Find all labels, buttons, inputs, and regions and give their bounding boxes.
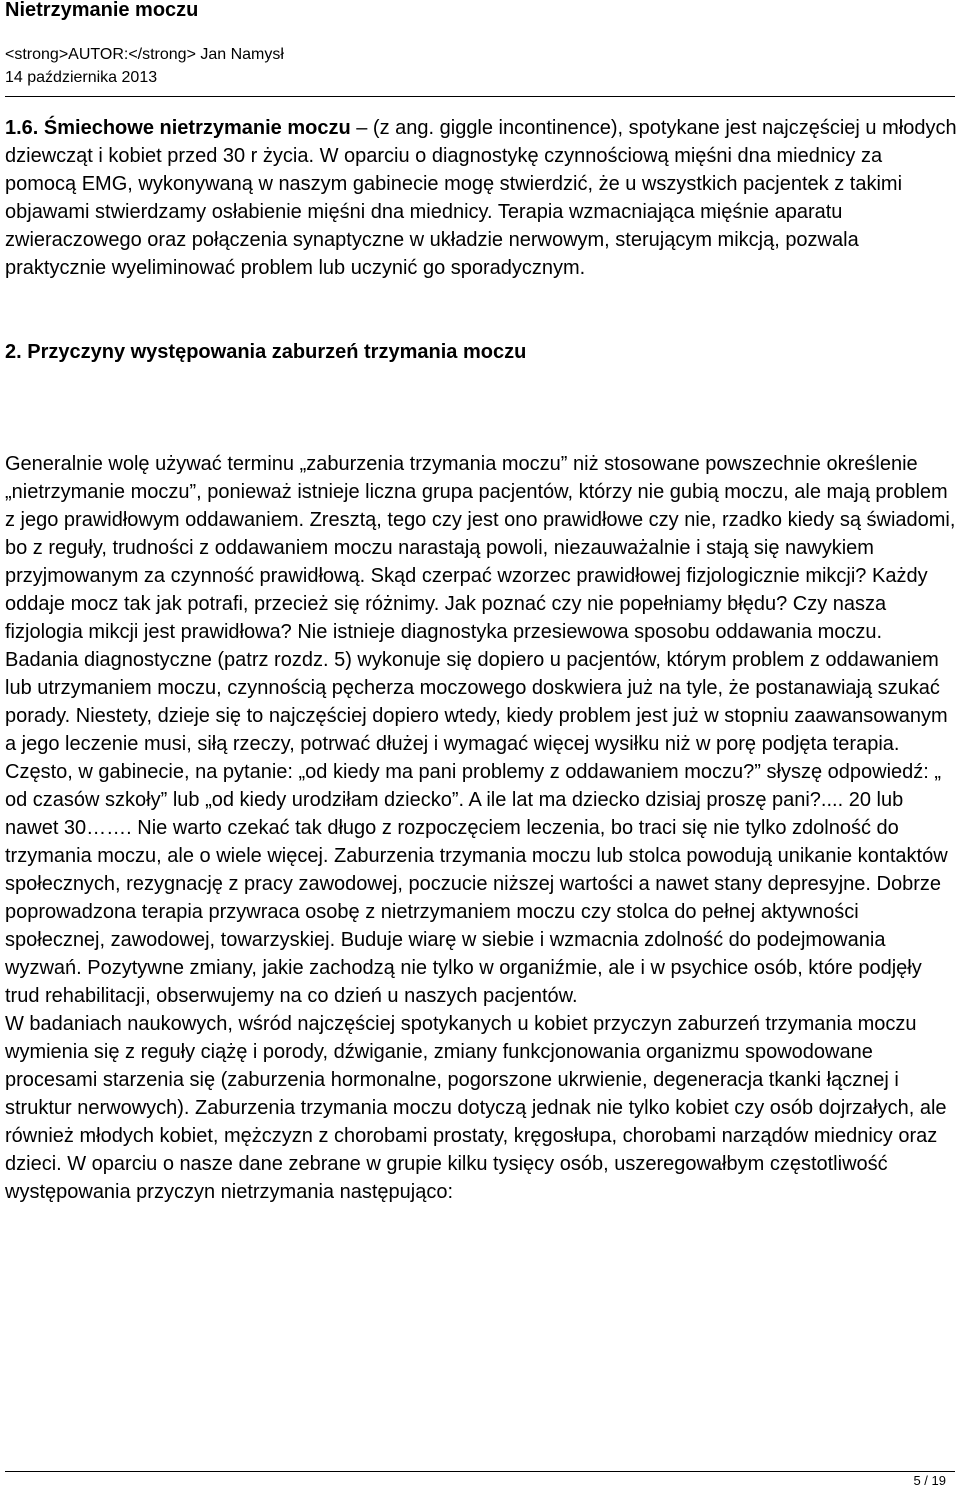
author-line: <strong>AUTOR:</strong> Jan Namysł xyxy=(5,46,284,63)
section-2-paragraph-1: Generalnie wolę używać terminu „zaburzenia trzymania moczu” niż stosowane powszechnie określenie „nietrzymanie moczu”, ponieważ istnieje liczna grupa pacjentów, którzy nie gubią moczu, ale mają problem z jego prawidłowym oddawaniem. Zresztą, tego czy jest ono prawidłowe czy nie, rzadko kiedy są świadomi, bo z reguły, trudności z oddawaniem moczu narastają powoli, niezauważalnie i stają się nawykiem przyjmowanym za czynność prawidłową. Skąd czerpać wzorzec prawidłowej fizjologicznie mikcji? Każdy oddaje mocz tak jak potrafi, przecież się różnimy. Jak poznać czy nie popełniamy błędu? Czy nasza fizjologia mikcji jest prawidłowa? Nie istnieje diagnostyka przesiewowa sposobu oddawania moczu. Badania diagnostyczne (patrz rozdz. 5) wykonuje się dopiero u pacjentów, którym problem z oddawaniem lub utrzymaniem moczu, czynnością pęcherza moczowego doskwiera już na tyle, że postanawiają szukać porady. Niestety, dzieje się to najczęściej dopiero wtedy, kiedy problem jest już w stopniu zaawansowanym a jego leczenie musi, siłą rzeczy, potrwać dłużej i wymagać więcej wysiłku niż w porę podjęta terapia. Często, w gabinecie, na pytanie: „od kiedy ma pani problemy z oddawaniem moczu?” słyszę odpowiedź: „ od czasów szkoły” lub „od kiedy urodziłam dziecko”. A ile lat ma dziecko dzisiaj proszę pani?.... 20 lub nawet 30……. Nie warto czekać tak długo z rozpoczęciem leczenia, bo traci się nie tylko zdolność do trzymania moczu, ale o wiele więcej. Zaburzenia trzymania moczu lub stolca powodują unikanie kontaktów społecznych, rezygnację z pracy zawodowej, poczucie niższej wartości a nawet stany depresyjne. Dobrze poprowadzona terapia przywraca osobę z nietrzymaniem moczu czy stolca do pełnej aktywności społecznej, zawodowej, towarzyskiej. Buduje wiarę w siebie i wzmacnia zdolność do podejmowania wyzwań. Pozytywne zmiany, jakie zachodzą nie tylko w organiźmie, ale i w psychice osób, które podjęły trud rehabilitacji, obserwujemy na co dzień u naszych pacjentów. xyxy=(5,453,956,1007)
document-title: Nietrzymanie moczu xyxy=(5,0,199,21)
page-number: 5 / 19 xyxy=(913,1473,946,1488)
section-1-6-paragraph xyxy=(5,114,957,282)
publication-date: 14 października 2013 xyxy=(5,69,158,86)
header-divider xyxy=(5,96,955,97)
section-2-heading: 2. Przyczyny występowania zaburzeń trzymania moczu xyxy=(5,341,527,363)
section-2-paragraph-2: W badaniach naukowych, wśród najczęściej spotykanych u kobiet przyczyn zaburzeń trzymania moczu wymienia się z reguły ciążę i porody, dźwiganie, zmiany funkcjonowania organizmu spowodowane procesami starzenia się (zaburzenia hormonalne, pogorszone ukrwienie, degeneracja tkanki łącznej i struktur nerwowych). Zaburzenia trzymania moczu dotyczą jednak nie tylko kobiet czy osób dojrzałych, ale również młodych kobiet, mężczyzn z chorobami prostaty, kręgosłupa, chorobami narządów miednicy oraz dzieci. W oparciu o nasze dane zebrane w grupie kilku tysięcy osób, uszeregowałbym częstotliwość występowania przyczyn nietrzymania następująco: xyxy=(5,1013,947,1203)
footer-divider xyxy=(5,1471,955,1472)
section-1-6-text: – (z ang. giggle incontinence), spotykane jest najczęściej u młodych dziewcząt i kobiet przed 30 r życia. W oparciu o diagnostykę czynnościową mięśni dna miednicy za pomocą EMG, wykonywaną w naszym gabinecie mogę stwierdzić, że u wszystkich pacjentek z takimi objawami stwierdzamy osłabienie mięśni dna miednicy. Terapia wzmacniająca mięśnie aparatu zwieraczowego oraz połączenia synaptyczne w układzie nerwowym, sterującym mikcją, pozwala praktycznie wyeliminować problem lub uczynić go sporadycznym. xyxy=(5,117,957,279)
document-body xyxy=(5,114,957,1206)
section-1-6-lead: 1.6. Śmiechowe nietrzymanie moczu xyxy=(5,117,351,139)
